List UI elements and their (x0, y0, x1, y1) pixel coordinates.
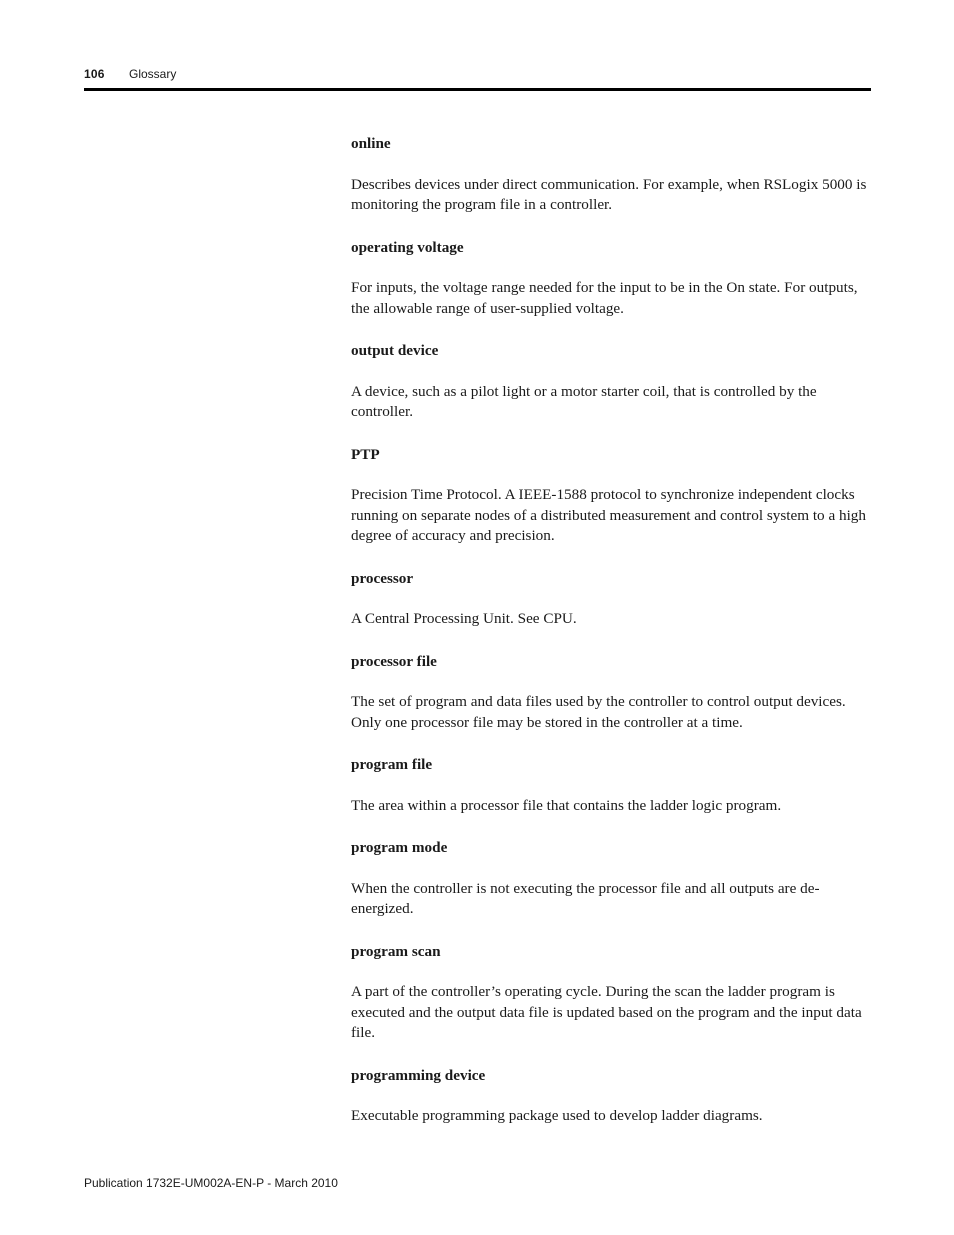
page-footer (84, 1176, 338, 1190)
glossary-definition: For inputs, the voltage range needed for the input to be in the On state. For outputs, the allowable range of user-supplied voltage. (351, 279, 858, 317)
glossary-definition: A part of the controller’s operating cycle. During the scan the ladder program is executed and the output data file is updated based on the program and the input data file. (351, 983, 862, 1041)
glossary-term: operating voltage (351, 238, 464, 256)
glossary-entry-operating-voltage (351, 236, 871, 320)
glossary-entry-processor-file (351, 650, 871, 734)
glossary-definition: The set of program and data files used by the controller to control output devices. Only one processor file may be stored in the controller at a time. (351, 693, 846, 731)
glossary-entry-output-device (351, 339, 871, 423)
publication-info: Publication 1732E-UM002A-EN-P - March 2010 (84, 1176, 338, 1190)
glossary-definition: A device, such as a pilot light or a motor starter coil, that is controlled by the controller. (351, 382, 817, 420)
glossary-term: processor (351, 569, 414, 587)
section-title: Glossary (129, 67, 177, 81)
glossary-definition: The area within a processor file that contains the ladder logic program. (351, 796, 782, 814)
glossary-entry-online (351, 132, 871, 216)
glossary-term: programming device (351, 1066, 486, 1084)
glossary-entry-programming-device (351, 1064, 871, 1127)
glossary-definition: Executable programming package used to develop ladder diagrams. (351, 1107, 763, 1124)
glossary-entry-ptp (351, 443, 871, 547)
glossary-entry-program-file (351, 753, 871, 816)
glossary-entry-program-mode (351, 836, 871, 920)
glossary-definition: Precision Time Protocol. A IEEE-1588 protocol to synchronize independent clocks running on separate nodes of a distributed measurement and control system to a high degree of accuracy and precision. (351, 486, 866, 544)
glossary-definition: A Central Processing Unit. See CPU. (351, 610, 577, 627)
glossary-term: output device (351, 342, 439, 359)
glossary-definition: Describes devices under direct communication. For example, when RSLogix 5000 is monitoring the program file in a controller. (351, 175, 867, 213)
glossary-entry-program-scan (351, 940, 871, 1044)
header-divider (84, 88, 871, 91)
page-header (84, 64, 871, 86)
glossary-term: program file (351, 756, 433, 773)
glossary-term: PTP (351, 445, 380, 463)
glossary-term: processor file (351, 652, 437, 670)
glossary-term: program scan (351, 942, 441, 960)
glossary-term: online (351, 135, 391, 152)
glossary-list (351, 132, 871, 1147)
glossary-entry-processor (351, 567, 871, 630)
glossary-definition: When the controller is not executing the processor file and all outputs are de-energized. (351, 879, 820, 917)
glossary-term: program mode (351, 839, 448, 856)
page-number: 106 (84, 67, 105, 81)
